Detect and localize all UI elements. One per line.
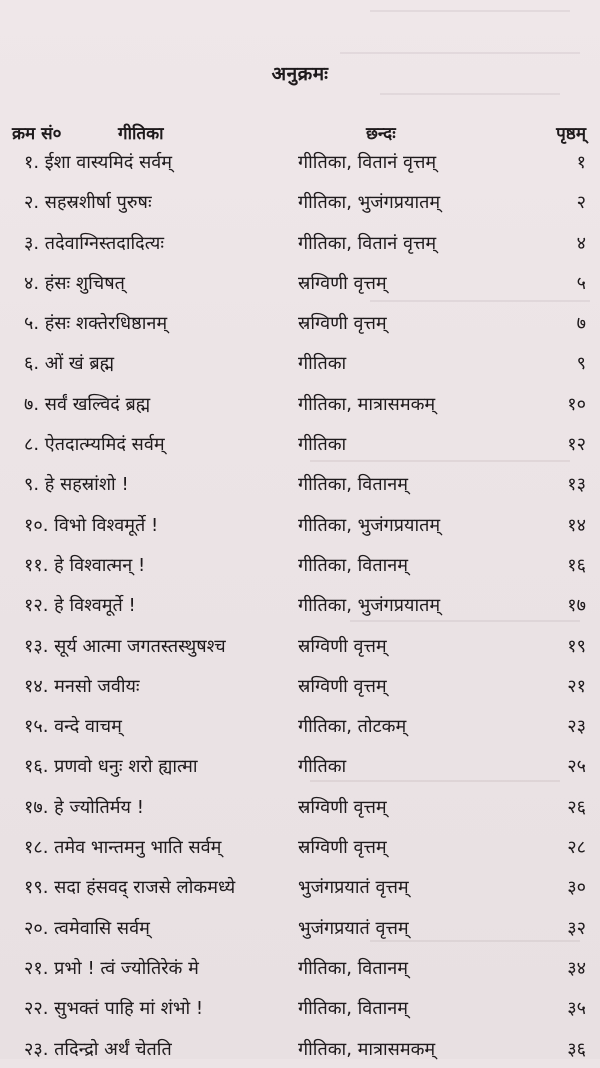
toc-entry-title: ११. हे विश्वात्मन् ! [24,554,146,576]
toc-entry-meter: स्रग्विणी वृत्तम् [298,635,387,657]
toc-entry-page: ३५ [567,998,586,1020]
toc-entry-page: २१ [567,675,586,697]
toc-entry-meter: गीतिका [298,353,347,375]
toc-entry [0,544,600,584]
toc-entry-title: २१. प्रभो ! त्वं ज्योतिरेकं मे [24,957,199,979]
toc-entry-page: २३ [567,716,586,738]
toc-entry-meter: गीतिका, भुजंगप्रयातम् [298,514,441,536]
toc-entry-title: १७. हे ज्योतिर्मय ! [24,796,144,818]
toc-entry [0,947,600,987]
toc-entry-page: १७ [567,595,586,617]
toc-entry-page: ३२ [567,917,586,939]
toc-entry-page: ९ [576,353,586,375]
toc-entry-page: १९ [567,635,586,657]
toc-entry-meter: गीतिका, वितानम् [298,957,408,979]
toc-entry-meter: गीतिका [298,434,347,456]
toc-entry [0,342,600,382]
page-title: अनुक्रमः [271,63,329,85]
toc-entry-meter: स्रग्विणी वृत्तम् [298,313,387,335]
toc-entry-page: २६ [567,796,586,818]
toc-entry-title: ४. हंसः शुचिषत् [24,272,125,294]
toc-entry-title: २३. तदिन्द्रो अर्थं चेतति [24,1038,172,1060]
toc-entry-meter: स्रग्विणी वृत्तम् [298,796,387,818]
toc-entry [0,866,600,906]
toc-entry [0,504,600,544]
toc-entry-meter: गीतिका, वितानं वृत्तम् [298,232,437,254]
toc-entry-meter: स्रग्विणी वृत्तम् [298,675,387,697]
toc-entry-title: २२. सुभक्तं पाहि मां शंभो ! [24,998,204,1020]
toc-entry-title: ७. सर्वं खल्विदं ब्रह्म [24,393,151,415]
toc-entry-page: ३६ [567,1038,586,1060]
toc-entry-title: १. ईशा वास्यमिदं सर्वम् [24,152,173,173]
toc-entry-page: १४ [567,514,586,536]
toc-entry [0,302,600,342]
toc-entry [0,987,600,1027]
toc-entry-meter: भुजंगप्रयातं वृत्तम् [298,877,409,899]
toc-entry-page: २८ [567,837,586,859]
toc-entry-meter: गीतिका, वितानं वृत्तम् [298,152,437,173]
toc-entry-title: ८. ऐतदात्म्यमिदं सर्वम् [24,434,165,456]
toc-entry-meter: गीतिका, वितानम् [298,554,408,576]
toc-entry-title: ९. हे सहस्रांशो ! [24,474,129,496]
toc-entry [0,262,600,302]
toc-entry-page: ४ [576,232,586,254]
toc-entry [0,222,600,262]
toc-entry [0,181,600,221]
toc-entry-page: १६ [567,554,586,576]
toc-entry-page: ३४ [567,957,586,979]
toc-entry [0,141,600,181]
toc-entry-page: ५ [576,272,586,294]
toc-entry-page: २५ [567,756,586,778]
toc-entry-title: १६. प्रणवो धनुः शरो ह्यात्मा [24,756,198,778]
toc-entry-title: २. सहस्रशीर्षा पुरुषः [24,192,152,214]
toc-entry-meter: भुजंगप्रयातं वृत्तम् [298,917,409,939]
toc-entry-meter: गीतिका, मात्रासमकम् [298,1038,436,1060]
column-header-serial: क्रम सं० [12,124,62,144]
toc-entry-page: १२ [567,434,586,456]
toc-entry-page: १३ [567,474,586,496]
toc-entry-title: १२. हे विश्वमूर्ते ! [24,595,136,617]
toc-entry-meter: गीतिका, वितानम् [298,474,408,496]
toc-entry-page: ३० [567,877,586,899]
toc-entry-meter: गीतिका, भुजंगप्रयातम् [298,192,441,214]
toc-entry-page: २ [576,192,586,214]
toc-entry [0,745,600,785]
column-header-page: पृष्ठम् [556,124,586,144]
toc-entry [0,907,600,947]
toc-entry-title: १८. तमेव भान्तमनु भाति सर्वम् [24,837,222,859]
toc-entry-title: ५. हंसः शक्तेरधिष्ठानम् [24,313,168,335]
toc-entry-meter: स्रग्विणी वृत्तम् [298,837,387,859]
toc-entry-meter: गीतिका, वितानम् [298,998,408,1020]
toc-entry [0,665,600,705]
toc-entry-title: १०. विभो विश्वमूर्ते ! [24,514,159,536]
toc-entry [0,584,600,624]
toc-entry [0,463,600,503]
toc-entry-meter: स्रग्विणी वृत्तम् [298,272,387,294]
toc-entry-title: २०. त्वमेवासि सर्वम् [24,917,150,939]
column-header-meter: छन्दः [366,124,396,144]
toc-entry-title: १४. मनसो जवीयः [24,675,140,697]
toc-entry [0,423,600,463]
column-header-title: गीतिका [118,124,164,144]
toc-list [0,141,600,1068]
toc-entry [0,826,600,866]
toc-entry [0,1028,600,1068]
toc-entry-meter: गीतिका [298,756,347,778]
toc-entry-title: १९. सदा हंसवद् राजसे लोकमध्ये [24,877,236,899]
toc-entry-title: १५. वन्दे वाचम् [24,716,122,738]
toc-entry-meter: गीतिका, तोटकम् [298,716,407,738]
toc-entry-title: १३. सूर्य आत्मा जगतस्तस्थुषश्च [24,635,226,657]
toc-entry [0,383,600,423]
toc-entry-meter: गीतिका, भुजंगप्रयातम् [298,595,441,617]
toc-entry [0,625,600,665]
toc-entry [0,786,600,826]
toc-entry-page: १० [567,393,586,415]
toc-entry-title: ३. तदेवाग्निस्तदादित्यः [24,232,164,254]
toc-entry-title: ६. ओं खं ब्रह्म [24,353,115,375]
toc-entry-page: ७ [576,313,586,335]
toc-entry-page: १ [576,152,586,173]
toc-entry [0,705,600,745]
toc-entry-meter: गीतिका, मात्रासमकम् [298,393,436,415]
